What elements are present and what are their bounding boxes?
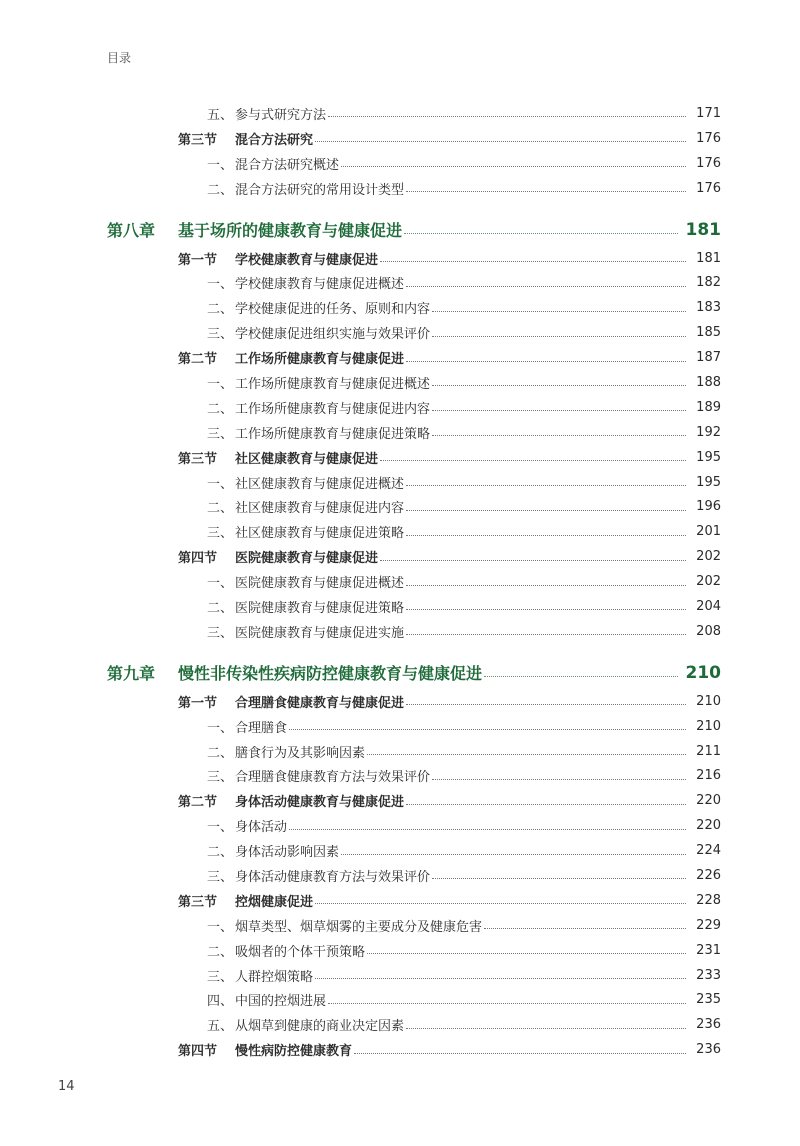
- toc-item-entry[interactable]: [0, 494, 800, 519]
- toc-item-entry[interactable]: [0, 838, 800, 863]
- toc-entry-label: [207, 323, 430, 342]
- toc-entry-label: [207, 766, 430, 785]
- toc-section-entry[interactable]: [0, 345, 800, 370]
- dot-leader: [484, 675, 678, 677]
- toc-entry-page-number: 211: [696, 743, 721, 759]
- dot-leader: [432, 778, 686, 780]
- toc-entry-title: 身体活动影响因素: [235, 845, 340, 861]
- toc-item-entry[interactable]: [0, 1012, 800, 1037]
- toc-section-entry[interactable]: [0, 788, 800, 813]
- toc-entry-number: 五、: [207, 1019, 234, 1035]
- dot-leader: [432, 310, 686, 312]
- toc-entry-label: [207, 990, 326, 1009]
- toc-entry-page-number: 201: [696, 524, 721, 540]
- toc-item-entry[interactable]: [0, 619, 800, 644]
- toc-entry-number: 二、: [207, 302, 234, 318]
- toc-entry-title: 混合方法研究的常用设计类型: [235, 182, 405, 198]
- dot-leader: [406, 1027, 686, 1029]
- toc-entry-label: [207, 572, 404, 591]
- toc-entry-label: [178, 891, 313, 910]
- toc-entry-number: 一、: [207, 576, 234, 592]
- toc-entry-title: 学校健康促进的任务、原则和内容: [235, 302, 431, 318]
- toc-entry-title: 身体活动健康教育与健康促进: [235, 795, 405, 811]
- toc-chapter-entry[interactable]: [0, 658, 800, 688]
- toc-entry-title: 工作场所健康教育与健康促进: [235, 352, 405, 368]
- toc-entry-number: 第八章: [107, 221, 156, 241]
- dot-leader: [406, 360, 686, 362]
- toc-entry-label: [207, 941, 365, 960]
- toc-entry-page-number: 228: [696, 892, 721, 908]
- toc-entry-page-number: 176: [696, 155, 721, 171]
- dot-leader: [315, 140, 686, 142]
- dot-leader: [406, 285, 686, 287]
- toc-entry-label: [207, 916, 482, 935]
- toc-entry-label: [207, 298, 430, 317]
- toc-entry-title: 从烟草到健康的商业决定因素: [235, 1019, 405, 1035]
- toc-item-entry[interactable]: [0, 519, 800, 544]
- toc-entry-title: 中国的控烟进展: [235, 994, 327, 1010]
- toc-entry-label: [178, 791, 404, 810]
- toc-entry-title: 慢性病防控健康教育: [235, 1044, 353, 1060]
- running-head: 目录: [107, 51, 132, 65]
- toc-section-entry[interactable]: [0, 544, 800, 569]
- toc-entry-title: 膳食行为及其影响因素: [235, 745, 366, 761]
- toc-entry-title: 工作场所健康教育与健康促进内容: [235, 401, 431, 417]
- dot-leader: [367, 952, 686, 954]
- toc-entry-number: 二、: [207, 600, 234, 616]
- dot-leader: [380, 260, 686, 262]
- toc-item-entry[interactable]: [0, 739, 800, 764]
- toc-entry-label: [207, 273, 404, 292]
- toc-entry-label: [207, 816, 287, 835]
- toc-entry-title: 学校健康教育与健康促进: [235, 252, 379, 268]
- toc-entry-page-number: 171: [696, 105, 721, 121]
- toc-entry-page-number: 226: [696, 867, 721, 883]
- toc-entry-title: 人群控烟策略: [235, 969, 314, 985]
- toc-entry-label: [207, 423, 430, 442]
- toc-entry-page-number: 176: [696, 130, 721, 146]
- toc-entry-number: 第四节: [178, 1044, 218, 1060]
- toc-entry-number: 一、: [207, 820, 234, 836]
- toc-entry-title: 基于场所的健康教育与健康促进: [178, 221, 403, 241]
- toc-entry-number: 五、: [207, 107, 234, 123]
- toc-entry-label: [207, 622, 404, 641]
- toc-entry-page-number: 220: [696, 793, 721, 809]
- toc-entry-title: 慢性非传染性疾病防控健康教育与健康促进: [178, 664, 483, 684]
- toc-entry-page-number: 187: [696, 350, 721, 366]
- dot-leader: [328, 115, 686, 117]
- toc-entry-label: [107, 661, 482, 684]
- dot-leader: [341, 165, 686, 167]
- toc-entry-title: 参与式研究方法: [235, 107, 327, 123]
- toc-item-entry[interactable]: [0, 176, 800, 201]
- toc-item-entry[interactable]: [0, 569, 800, 594]
- toc-entry-page-number: 216: [696, 768, 721, 784]
- toc-entry-number: 三、: [207, 625, 234, 641]
- toc-item-entry[interactable]: [0, 470, 800, 495]
- toc-chapter-entry[interactable]: [0, 215, 800, 245]
- toc-entry-title: 医院健康教育与健康促进策略: [235, 600, 405, 616]
- toc-entry-label: [207, 866, 430, 885]
- toc-entry-title: 学校健康教育与健康促进概述: [235, 277, 405, 293]
- toc-entry-title: 合理膳食健康教育与健康促进: [235, 695, 405, 711]
- toc-entry-page-number: 220: [696, 818, 721, 834]
- toc-entry-label: [178, 129, 313, 148]
- toc-entry-number: 二、: [207, 182, 234, 198]
- toc-entry-page-number: 236: [696, 1042, 721, 1058]
- dot-leader: [367, 753, 686, 755]
- toc-entry-label: [207, 966, 313, 985]
- toc-section-entry[interactable]: [0, 445, 800, 470]
- dot-leader: [406, 584, 686, 586]
- toc-entry-label: [207, 373, 430, 392]
- toc-entry-label: [107, 218, 402, 241]
- toc-entry-page-number: 188: [696, 374, 721, 390]
- toc-item-entry[interactable]: [0, 988, 800, 1013]
- toc-section-entry[interactable]: [0, 246, 800, 271]
- toc-entry-page-number: 202: [696, 574, 721, 590]
- dot-leader: [406, 484, 686, 486]
- dot-leader: [484, 927, 686, 929]
- dot-leader: [432, 409, 686, 411]
- toc-entry-title: 烟草类型、烟草烟雾的主要成分及健康危害: [235, 919, 483, 935]
- toc-entry-number: 一、: [207, 476, 234, 492]
- toc-entry-number: 三、: [207, 426, 234, 442]
- toc-item-entry[interactable]: [0, 863, 800, 888]
- toc-entry-title: 身体活动健康教育方法与效果评价: [235, 869, 431, 885]
- toc-entry-page-number: 189: [696, 399, 721, 415]
- toc-entry-number: 三、: [207, 770, 234, 786]
- toc-entry-title: 吸烟者的个体干预策略: [235, 944, 366, 960]
- toc-entry-title: 社区健康教育与健康促进: [235, 451, 379, 467]
- dot-leader: [380, 459, 686, 461]
- toc-item-entry[interactable]: [0, 370, 800, 395]
- toc-entry-page-number: 182: [696, 275, 721, 291]
- toc-entry-number: 二、: [207, 745, 234, 761]
- toc-entry-label: [207, 717, 287, 736]
- toc-entry-title: 社区健康教育与健康促进策略: [235, 526, 405, 542]
- toc-entry-label: [207, 104, 326, 123]
- toc-entry-number: 第三节: [178, 451, 218, 467]
- dot-leader: [315, 902, 686, 904]
- toc-entry-page-number: 195: [696, 474, 721, 490]
- toc-entry-number: 四、: [207, 994, 234, 1010]
- toc-entry-page-number: 181: [696, 250, 721, 266]
- dot-leader: [406, 633, 686, 635]
- toc-entry-title: 医院健康教育与健康促进实施: [235, 625, 405, 641]
- toc-entry-page-number: 196: [696, 499, 721, 515]
- toc-entry-label: [207, 1015, 404, 1034]
- dot-leader: [406, 190, 686, 192]
- toc-entry-number: 三、: [207, 869, 234, 885]
- toc-item-entry[interactable]: [0, 938, 800, 963]
- toc-entry-label: [178, 547, 378, 566]
- toc-item-entry[interactable]: [0, 813, 800, 838]
- toc-entry-label: [207, 742, 365, 761]
- toc-entry-number: 第四节: [178, 551, 218, 567]
- toc-entry-page-number: 202: [696, 549, 721, 565]
- toc-entry-number: 三、: [207, 327, 234, 343]
- toc-entry-title: 控烟健康促进: [235, 894, 314, 910]
- toc-entry-number: 第一节: [178, 252, 218, 268]
- toc-entry-label: [178, 348, 404, 367]
- dot-leader: [432, 877, 686, 879]
- toc-entry-label: [207, 841, 339, 860]
- toc-entry-title: 社区健康教育与健康促进内容: [235, 501, 405, 517]
- toc-entry-number: 二、: [207, 845, 234, 861]
- dot-leader: [380, 559, 686, 561]
- toc-entry-label: [207, 522, 404, 541]
- toc-item-entry[interactable]: [0, 320, 800, 345]
- toc-entry-page-number: 233: [696, 967, 721, 983]
- toc-item-entry[interactable]: [0, 270, 800, 295]
- toc-entry-title: 身体活动: [235, 820, 288, 836]
- toc-entry-page-number: 231: [696, 942, 721, 958]
- toc-entry-page-number: 208: [696, 623, 721, 639]
- toc-entry-number: 第二节: [178, 795, 218, 811]
- toc-entry-title: 学校健康促进组织实施与效果评价: [235, 327, 431, 343]
- dot-leader: [432, 335, 686, 337]
- dot-leader: [315, 977, 686, 979]
- dot-leader: [406, 509, 686, 511]
- toc-entry-page-number: 224: [696, 843, 721, 859]
- toc-entry-number: 一、: [207, 919, 234, 935]
- toc-entry-page-number: 183: [696, 300, 721, 316]
- dot-leader: [432, 434, 686, 436]
- toc-entry-page-number: 204: [696, 598, 721, 614]
- toc-entry-page-number: 210: [696, 718, 721, 734]
- toc-entry-label: [178, 448, 378, 467]
- toc-entry-page-number: 210: [685, 662, 721, 683]
- toc-item-entry[interactable]: [0, 295, 800, 320]
- toc-entry-title: 工作场所健康教育与健康促进概述: [235, 376, 431, 392]
- toc-item-entry[interactable]: [0, 594, 800, 619]
- toc-item-entry[interactable]: [0, 913, 800, 938]
- toc-entry-label: [178, 692, 404, 711]
- dot-leader: [289, 828, 686, 830]
- dot-leader: [406, 703, 686, 705]
- toc-entry-title: 社区健康教育与健康促进概述: [235, 476, 405, 492]
- toc-item-entry[interactable]: [0, 714, 800, 739]
- toc-entry-number: 二、: [207, 501, 234, 517]
- toc-entry-number: 一、: [207, 277, 234, 293]
- dot-leader: [406, 534, 686, 536]
- toc-entry-number: 第九章: [107, 664, 156, 684]
- dot-leader: [406, 803, 686, 805]
- toc-item-entry[interactable]: [0, 963, 800, 988]
- dot-leader: [406, 608, 686, 610]
- dot-leader: [404, 232, 678, 234]
- dot-leader: [354, 1052, 686, 1054]
- toc-entry-page-number: 229: [696, 917, 721, 933]
- toc-entry-title: 混合方法研究: [235, 132, 314, 148]
- toc-entry-title: 医院健康教育与健康促进概述: [235, 576, 405, 592]
- toc-entry-page-number: 210: [696, 693, 721, 709]
- toc-item-entry[interactable]: [0, 101, 800, 126]
- toc-entry-title: 合理膳食: [235, 720, 288, 736]
- toc-entry-number: 第二节: [178, 352, 218, 368]
- toc-entry-title: 合理膳食健康教育方法与效果评价: [235, 770, 431, 786]
- toc-entry-number: 第三节: [178, 894, 218, 910]
- toc-entry-number: 一、: [207, 720, 234, 736]
- toc-entry-number: 一、: [207, 157, 234, 173]
- toc-entry-page-number: 235: [696, 992, 721, 1008]
- toc-entry-number: 二、: [207, 944, 234, 960]
- toc-entry-page-number: 185: [696, 325, 721, 341]
- toc-entry-page-number: 181: [685, 219, 721, 240]
- toc-entry-label: [207, 597, 404, 616]
- toc-entry-title: 医院健康教育与健康促进: [235, 551, 379, 567]
- toc-entry-page-number: 236: [696, 1017, 721, 1033]
- toc-entry-number: 三、: [207, 526, 234, 542]
- toc-entry-page-number: 192: [696, 424, 721, 440]
- toc-entry-label: [178, 1040, 352, 1059]
- toc-section-entry[interactable]: [0, 126, 800, 151]
- toc-entry-label: [207, 154, 339, 173]
- toc-entry-title: 混合方法研究概述: [235, 157, 340, 173]
- toc-item-entry[interactable]: [0, 395, 800, 420]
- toc-entry-label: [207, 398, 430, 417]
- toc-section-entry[interactable]: [0, 1037, 800, 1062]
- toc-entry-label: [178, 249, 378, 268]
- page-number: 14: [58, 1079, 75, 1094]
- toc-entry-label: [207, 497, 404, 516]
- toc-item-entry[interactable]: [0, 151, 800, 176]
- toc-entry-page-number: 176: [696, 180, 721, 196]
- toc-entry-number: 第三节: [178, 132, 218, 148]
- toc-section-entry[interactable]: [0, 689, 800, 714]
- dot-leader: [341, 853, 686, 855]
- toc-section-entry[interactable]: [0, 888, 800, 913]
- dot-leader: [289, 728, 686, 730]
- toc-item-entry[interactable]: [0, 420, 800, 445]
- toc-entry-title: 工作场所健康教育与健康促进策略: [235, 426, 431, 442]
- toc-entry-label: [207, 179, 404, 198]
- toc-entry-page-number: 195: [696, 449, 721, 465]
- table-of-contents: [0, 101, 800, 1062]
- toc-entry-number: 二、: [207, 401, 234, 417]
- dot-leader: [432, 384, 686, 386]
- toc-entry-number: 一、: [207, 376, 234, 392]
- toc-item-entry[interactable]: [0, 763, 800, 788]
- toc-entry-number: 三、: [207, 969, 234, 985]
- toc-entry-label: [207, 473, 404, 492]
- toc-entry-number: 第一节: [178, 695, 218, 711]
- dot-leader: [328, 1002, 686, 1004]
